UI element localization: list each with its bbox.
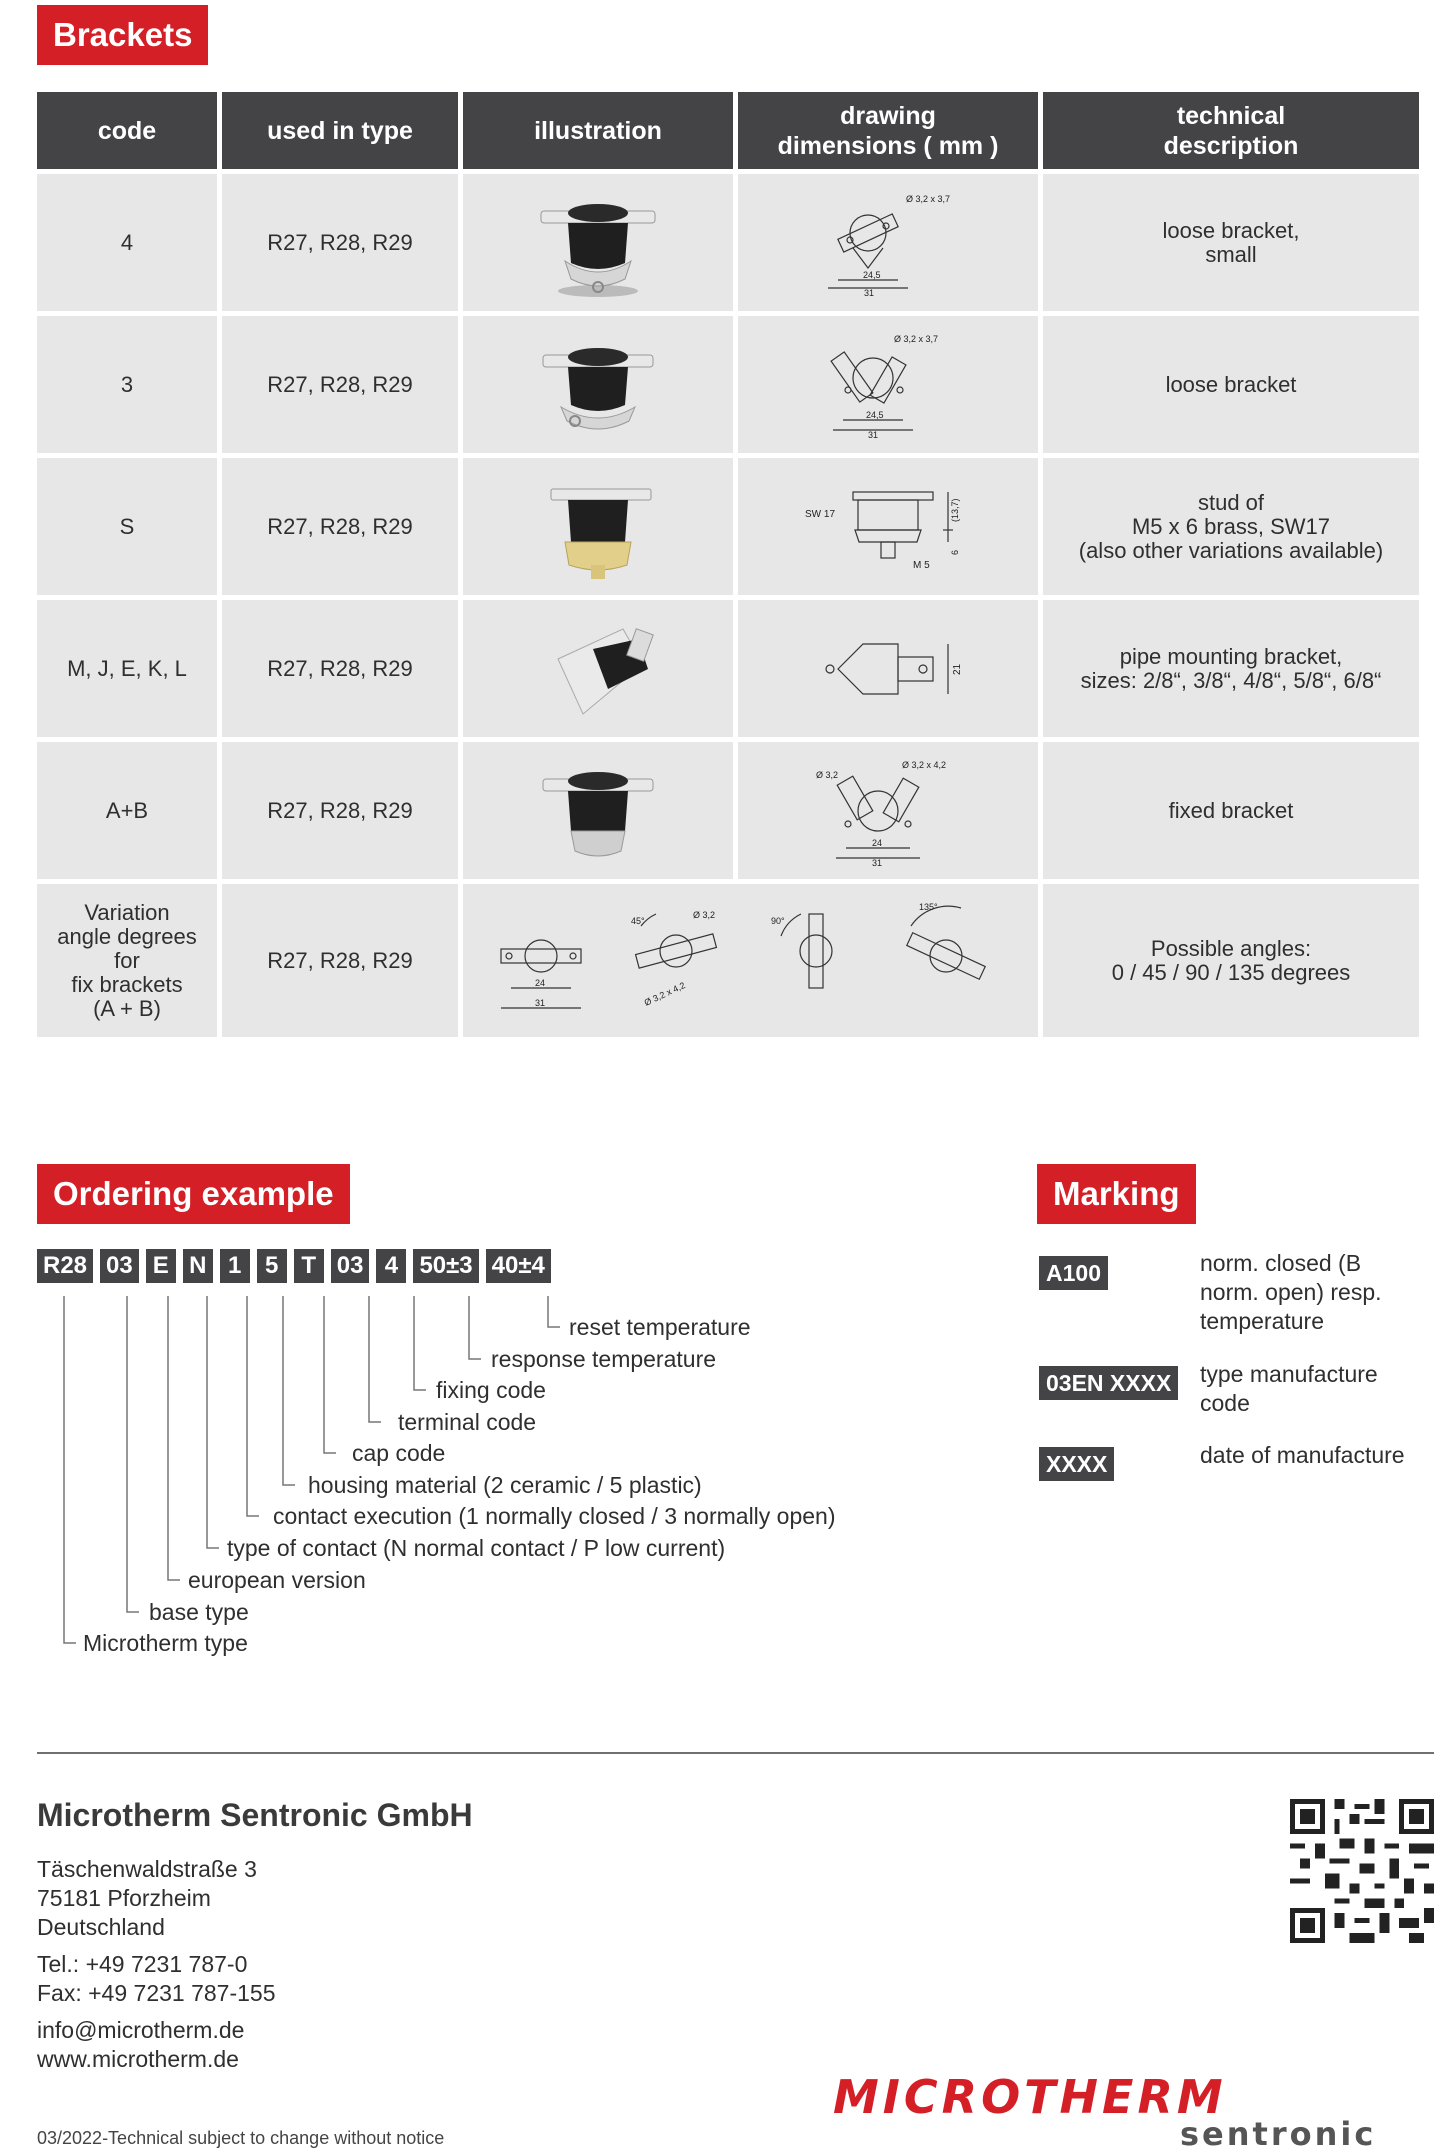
angle-135-label: 135°: [918, 901, 938, 912]
bracket-photo-icon: [513, 751, 683, 871]
header-code: code: [37, 92, 217, 169]
dim-a: 24: [872, 837, 883, 848]
legend-base-type: base type: [149, 1599, 249, 1625]
dim-b: 31: [868, 429, 879, 440]
address-city: 75181 Pforzheim: [37, 1885, 211, 1911]
code-segment: N: [183, 1249, 213, 1283]
header-used-in-type: used in type: [222, 92, 458, 169]
dim-label: SW 17: [805, 508, 836, 520]
brackets-table: [32, 87, 1424, 1042]
dim-a: M 5: [913, 559, 930, 571]
cell-illustration: [463, 174, 733, 311]
fax: Fax: +49 7231 787-155: [37, 1980, 276, 2006]
marking-code-date: XXXX: [1039, 1447, 1114, 1481]
cell-type: R27, R28, R29: [222, 600, 458, 737]
fixed-bracket-drawing-icon: [808, 756, 968, 866]
legend-european-version: european version: [188, 1567, 366, 1593]
qr-code-icon: [1290, 1798, 1434, 1944]
dim-label: Ø 3,2: [692, 909, 715, 920]
cell-type: R27, R28, R29: [222, 316, 458, 453]
header-drawing: drawing dimensions ( mm ): [738, 92, 1038, 169]
dim-c: 6: [950, 549, 960, 555]
cell-illustration: [463, 742, 733, 879]
legend-microtherm-type: Microtherm type: [83, 1630, 248, 1656]
angle-variations-drawing-icon: [471, 896, 1031, 1026]
dim-a: 24: [534, 977, 545, 988]
microtherm-logo: MICROTHERM: [833, 2070, 1227, 2124]
header-illustration: illustration: [463, 92, 733, 169]
cell-description: loose bracket: [1043, 316, 1419, 453]
cell-code: 3: [37, 316, 217, 453]
code-segment: 50±3: [413, 1249, 478, 1283]
cell-description: Possible angles: 0 / 45 / 90 / 135 degrees: [1043, 884, 1419, 1037]
bracket-photo-icon: [513, 467, 683, 587]
cell-description: stud of M5 x 6 brass, SW17 (also other variations available): [1043, 458, 1419, 595]
legend-cap-code: cap code: [352, 1440, 446, 1466]
angle-45-label: 45°: [630, 915, 645, 926]
cell-angle-drawings: [463, 884, 1038, 1037]
cell-code: A+B: [37, 742, 217, 879]
table-row: [37, 316, 1419, 453]
pipe-bracket-photo-icon: [513, 609, 683, 729]
stud-drawing-icon: [803, 472, 973, 582]
cell-drawing: [738, 316, 1038, 453]
table-row: [37, 600, 1419, 737]
dim-label-2: Ø 3,2 x 4,2: [642, 979, 687, 1008]
legend-response-temperature: response temperature: [491, 1346, 717, 1372]
marking-code-type: 03EN XXXX: [1039, 1366, 1178, 1400]
cell-drawing: [738, 458, 1038, 595]
bracket-drawing-icon: [808, 188, 968, 298]
code-segment: T: [294, 1249, 324, 1283]
ordering-title: Ordering example: [37, 1164, 350, 1224]
table-row: [37, 458, 1419, 595]
code-segment: 40±4: [486, 1249, 551, 1283]
bracket-photo-icon: [513, 183, 683, 303]
bracket-photo-icon: [513, 325, 683, 445]
cell-drawing: [738, 742, 1038, 879]
table-row: [37, 884, 1419, 1037]
dim-b: (13,7): [950, 497, 960, 522]
marking-code-a100: A100: [1039, 1256, 1108, 1290]
marking-desc: type manufacture code: [1200, 1361, 1378, 1416]
table-row: [37, 742, 1419, 879]
cell-illustration: [463, 316, 733, 453]
table-row: [37, 174, 1419, 311]
cell-drawing: [738, 174, 1038, 311]
sentronic-logo: sentronic: [1180, 2115, 1377, 2153]
address-street: Täschenwaldstraße 3: [37, 1856, 257, 1882]
code-segment: 5: [257, 1249, 287, 1283]
code-segment: E: [146, 1249, 176, 1283]
cell-description: pipe mounting bracket, sizes: 2/8“, 3/8“, 4/8“, 5/8“, 6/8“: [1043, 600, 1419, 737]
cell-description: loose bracket, small: [1043, 174, 1419, 311]
dim-b: 31: [534, 997, 545, 1008]
code-segment: 03: [331, 1249, 370, 1283]
cell-description: fixed bracket: [1043, 742, 1419, 879]
code-segment: 4: [376, 1249, 406, 1283]
footnote: 03/2022-Technical subject to change without notice: [37, 2128, 445, 2148]
marking-title: Marking: [1037, 1164, 1196, 1224]
table-header-row: [37, 92, 1419, 169]
dim-label: Ø 3,2 x 3,7: [894, 333, 939, 344]
ordering-code-row: [37, 1249, 551, 1283]
brackets-title: Brackets: [37, 5, 208, 65]
dim-b: 31: [872, 857, 883, 866]
legend-fixing-code: fixing code: [436, 1377, 546, 1403]
legend-terminal-code: terminal code: [398, 1409, 537, 1435]
cell-code: S: [37, 458, 217, 595]
cell-code: Variation angle degrees for fix brackets (A + B): [37, 884, 217, 1037]
cell-illustration: [463, 600, 733, 737]
code-segment: R28: [37, 1249, 93, 1283]
marking-desc: date of manufacture: [1200, 1442, 1405, 1468]
cell-type: R27, R28, R29: [222, 458, 458, 595]
marking-desc: norm. closed (B norm. open) resp. temperature: [1200, 1250, 1382, 1334]
angle-90-label: 90°: [770, 915, 785, 926]
header-technical: technical description: [1043, 92, 1419, 169]
dim-label: Ø 3,2 x 4,2: [902, 759, 947, 770]
code-segment: 1: [220, 1249, 250, 1283]
cell-type: R27, R28, R29: [222, 742, 458, 879]
dim-label: Ø 3,2 x 3,7: [906, 193, 951, 204]
dim-b: 31: [864, 287, 875, 298]
cell-type: R27, R28, R29: [222, 174, 458, 311]
dim-a: 21: [952, 663, 963, 675]
address-country: Deutschland: [37, 1914, 165, 1940]
footer-divider: [37, 1752, 1434, 1754]
legend-housing-material: housing material (2 ceramic / 5 plastic): [308, 1472, 702, 1498]
bracket-drawing-icon: [808, 330, 968, 440]
cell-type: R27, R28, R29: [222, 884, 458, 1037]
cell-code: 4: [37, 174, 217, 311]
company-name: Microtherm Sentronic GmbH: [37, 1797, 473, 1833]
legend-reset-temperature: reset temperature: [569, 1314, 751, 1340]
website-link[interactable]: www.microtherm.de: [37, 2046, 239, 2072]
cell-code: M, J, E, K, L: [37, 600, 217, 737]
cell-illustration: [463, 458, 733, 595]
legend-type-of-contact: type of contact (N normal contact / P low current): [227, 1535, 726, 1561]
cell-drawing: [738, 600, 1038, 737]
legend-contact-execution: contact execution (1 normally closed / 3 normally open): [273, 1503, 836, 1529]
pipe-bracket-drawing-icon: [808, 619, 968, 719]
dim-a: 24,5: [866, 409, 884, 420]
dim-a: 24,5: [863, 269, 881, 280]
code-segment: 03: [100, 1249, 139, 1283]
phone: Tel.: +49 7231 787-0: [37, 1951, 248, 1977]
email-link[interactable]: info@microtherm.de: [37, 2017, 245, 2043]
dim-label-2: Ø 3,2: [816, 769, 839, 780]
